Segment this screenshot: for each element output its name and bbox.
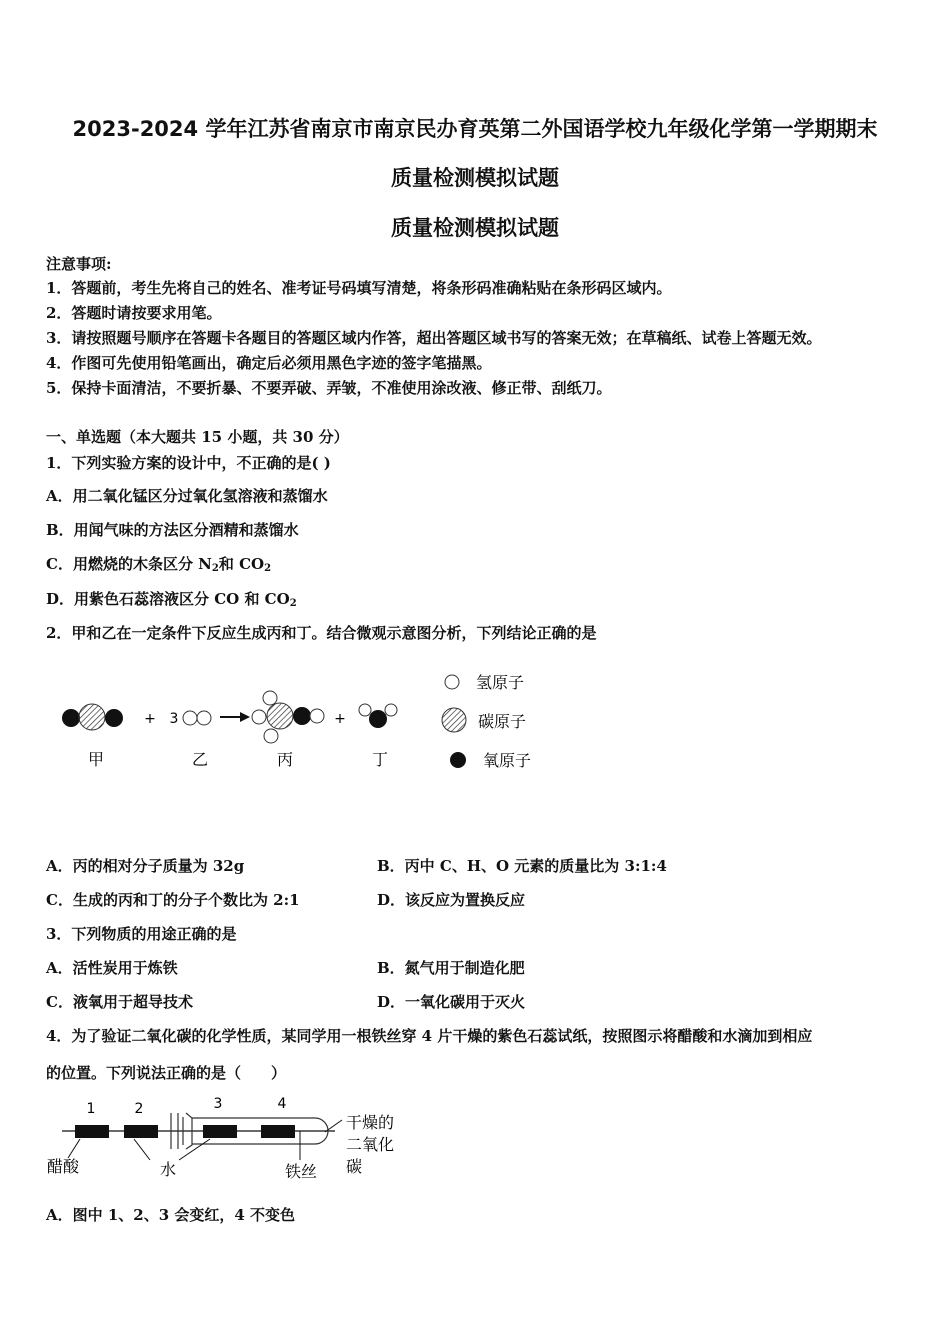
coefficient-3: 3: [169, 711, 179, 727]
q3-option-c: C．液氧用于超导技术: [46, 993, 193, 1011]
litmus-strip-1: [75, 1125, 109, 1138]
q2-stem: 2．甲和乙在一定条件下反应生成丙和丁。结合微观示意图分析，下列结论正确的是: [46, 624, 597, 642]
svg-text:氢原子: 氢原子: [476, 673, 525, 692]
label-vinegar: 醋酸: [47, 1157, 80, 1176]
q2-option-a: A．丙的相对分子质量为 32g: [46, 857, 245, 875]
q3-option-b: B．氮气用于制造化肥: [377, 959, 525, 977]
paper-number-2: 2: [134, 1101, 144, 1117]
note-item-3: 3．请按照题号顺序在答题卡各题目的答题区域内作答，超出答题区域书写的答案无效；在草稿纸、试卷上答题无效。: [46, 329, 822, 347]
label-water: 水: [160, 1160, 177, 1179]
q2-option-d: D．该反应为置换反应: [377, 891, 526, 909]
exam-title-line2: 质量检测模拟试题: [391, 166, 559, 190]
label-co2-line2: 二氧化: [346, 1135, 395, 1154]
q1-option-d: D．用紫色石蕊溶液区分 CO 和 $CO_2$: [46, 590, 297, 609]
q4-option-a: A．图中 1、2、3 会变红，4 不变色: [46, 1206, 296, 1224]
exam-title-line1: 2023-2024 学年江苏省南京市南京民办育英第二外国语学校九年级化学第一学期期末: [72, 117, 878, 141]
litmus-strip-4: [261, 1125, 295, 1138]
plus-sign-1: +: [144, 711, 156, 727]
q1-option-b: B．用闻气味的方法区分酒精和蒸馏水: [46, 521, 299, 539]
section-heading: 一、单选题（本大题共 15 小题，共 30 分）: [46, 428, 349, 446]
plus-sign-2: +: [334, 711, 346, 727]
q3-option-d: D．一氧化碳用于灭火: [377, 993, 526, 1011]
svg-text:碳原子: 碳原子: [478, 712, 527, 731]
q1-option-a: A．用二氧化锰区分过氧化氢溶液和蒸馏水: [46, 487, 328, 505]
note-item-1: 1．答题前，考生先将自己的姓名、准考证号码填写清楚，将条形码准确粘贴在条形码区域内。: [46, 279, 672, 297]
q1-option-c: C．用燃烧的木条区分 $N_2$和 $CO_2$: [46, 555, 272, 574]
label-co2-line1: 干燥的: [346, 1113, 395, 1132]
note-item-2: 2．答题时请按要求用笔。: [46, 304, 222, 322]
label-jia: 甲: [87, 750, 105, 769]
q3-option-a: A．活性炭用于炼铁: [46, 959, 178, 977]
q4-stem-line2: 的位置。下列说法正确的是（ ）: [46, 1064, 287, 1082]
q4-stem-line1: 4．为了验证二氧化碳的化学性质，某同学用一根铁丝穿 4 片干燥的紫色石蕊试纸，按照图示将醋酸和水滴加到相应: [46, 1027, 813, 1045]
label-bing: 丙: [276, 750, 294, 769]
paper-number-4: 4: [277, 1096, 287, 1112]
litmus-strip-2: [124, 1125, 158, 1138]
q2-option-c: C．生成的丙和丁的分子个数比为 2:1: [46, 891, 300, 909]
paper-number-1: 1: [86, 1101, 96, 1117]
paper-number-3: 3: [213, 1096, 223, 1112]
label-iron-wire: 铁丝: [285, 1162, 318, 1181]
q2-option-b: B．丙中 C、H、O 元素的质量比为 3:1:4: [377, 857, 667, 875]
q3-stem: 3．下列物质的用途正确的是: [46, 925, 237, 943]
label-ding: 丁: [371, 750, 389, 769]
litmus-strip-3: [203, 1125, 237, 1138]
notes-heading: 注意事项:: [46, 255, 112, 273]
label-yi: 乙: [191, 750, 209, 769]
note-item-4: 4．作图可先使用铅笔画出，确定后必须用黑色字迹的签字笔描黑。: [46, 354, 492, 372]
q1-stem: 1．下列实验方案的设计中，不正确的是( ): [46, 454, 331, 472]
note-item-5: 5．保持卡面清洁，不要折暴、不要弄破、弄皱，不准使用涂改液、修正带、刮纸刀。: [46, 379, 612, 397]
svg-text:氧原子: 氧原子: [483, 751, 532, 770]
label-co2-line3: 碳: [346, 1157, 363, 1176]
exam-title-line3: 质量检测模拟试题: [391, 216, 559, 240]
